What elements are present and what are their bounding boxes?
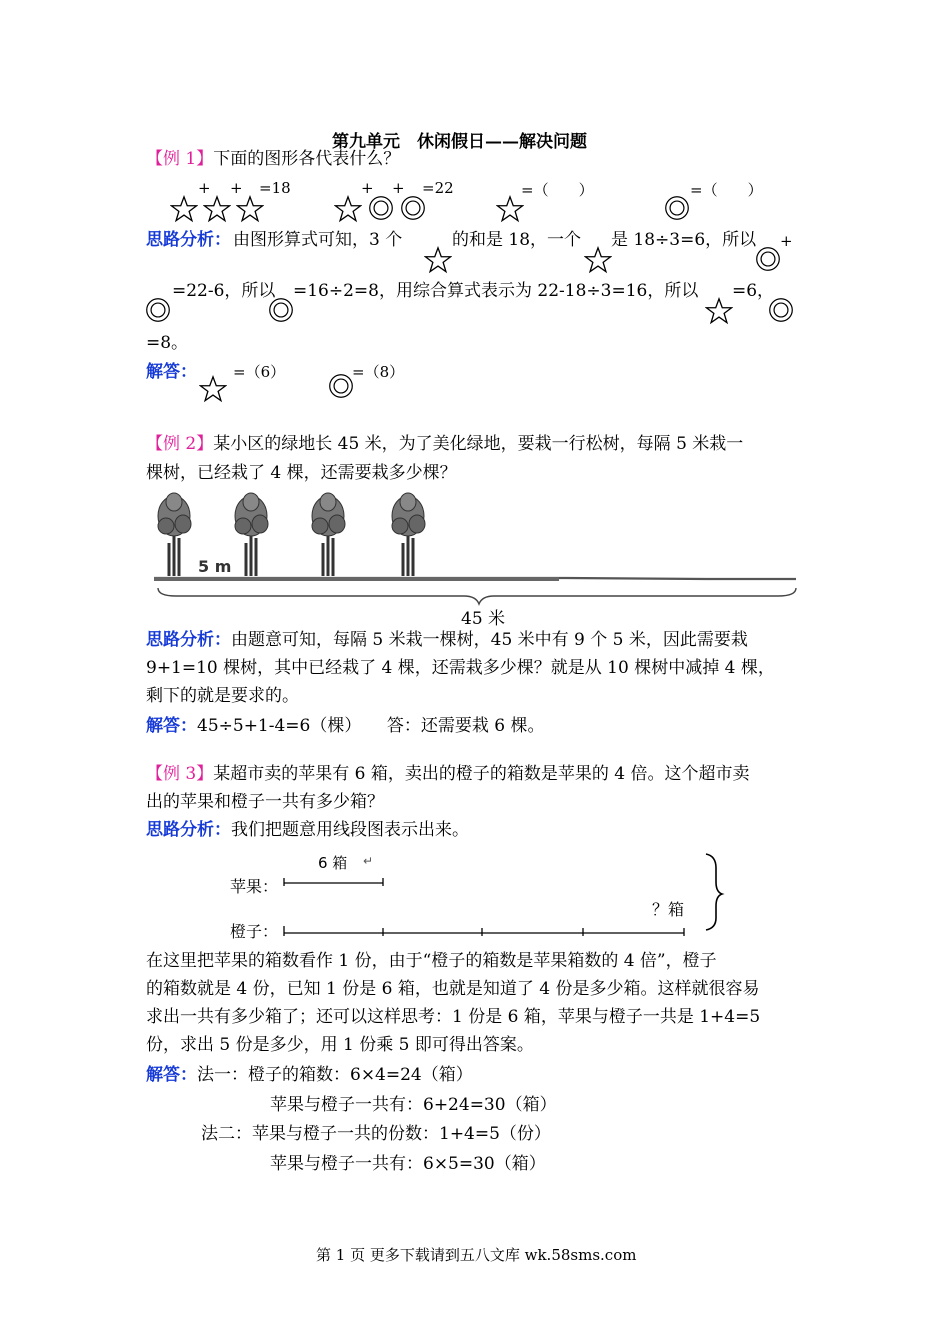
plus-sign: + xyxy=(361,179,374,197)
star-icon xyxy=(236,195,264,223)
double-circle-icon xyxy=(368,195,394,221)
star-icon xyxy=(424,246,452,274)
equation-3-result: =（ ） xyxy=(521,181,594,199)
analysis-text: 由题意可知，每隔 5 米栽一棵树，45 米中有 9 个 5 米，因此需要栽 xyxy=(231,630,748,650)
star-icon xyxy=(496,195,524,223)
answer-text: 苹果与橙子一共有：6+24=30（箱） xyxy=(270,1095,557,1115)
double-circle-icon xyxy=(328,373,354,399)
example-2-analysis-line-1 xyxy=(146,630,748,650)
answer-label: 解答： xyxy=(146,1065,197,1085)
equation-1-result: =18 xyxy=(259,179,291,197)
apple-label: 苹果： xyxy=(230,877,279,896)
analysis-label: 思路分析： xyxy=(146,230,231,250)
analysis-text: =6， xyxy=(732,281,775,301)
explanation-line-3: 求出一共有多少箱了；还可以这样思考：1 份是 6 箱，苹果与橙子一共是 1+4=5 xyxy=(146,1007,761,1027)
example-2-label: 【例 2】 xyxy=(146,434,214,454)
equation-2-result: =22 xyxy=(422,179,454,197)
total-length-label: 45 米 xyxy=(461,609,506,629)
analysis-text: =16÷2=8，用综合算式表示为 22-18÷3=16，所以 xyxy=(293,281,699,301)
analysis-text: 由图形算式可知，3 个 xyxy=(233,230,403,250)
plus-sign: + xyxy=(198,179,211,197)
analysis-text: =8。 xyxy=(146,333,189,353)
example-3-question-line-1 xyxy=(146,764,749,784)
explanation-line-2: 的箱数就是 4 份，已知 1 份是 6 箱，也就是知道了 4 份是多少箱。这样就很容易 xyxy=(146,979,760,999)
star-icon xyxy=(203,195,231,223)
analysis-text: 我们把题意用线段图表示出来。 xyxy=(231,820,469,840)
double-circle-icon xyxy=(755,246,781,272)
example-2-answer xyxy=(146,716,545,736)
example-2-question-line-2: 棵树，已经栽了 4 棵，还需要栽多少棵？ xyxy=(146,463,457,483)
analysis-text: 是 18÷3=6，所以 xyxy=(611,230,757,250)
segment-top-label: 6 箱 xyxy=(318,854,348,872)
star-icon xyxy=(199,375,227,403)
double-circle-icon xyxy=(400,195,426,221)
example-1-question-text: 下面的图形各代表什么？ xyxy=(213,149,401,169)
analysis-text: 的和是 18，一个 xyxy=(452,230,582,250)
answer-text: 45÷5+1-4=6（棵） 答：还需要栽 6 棵。 xyxy=(197,716,545,736)
analysis-label: 思路分析： xyxy=(146,630,231,650)
example-2-question-line-1 xyxy=(146,434,743,454)
double-circle-icon xyxy=(768,297,794,323)
double-circle-icon xyxy=(268,297,294,323)
plus-sign: + xyxy=(392,179,405,197)
example-2-question-text: 某小区的绿地长 45 米，为了美化绿地，要栽一行松树，每隔 5 米栽一 xyxy=(213,434,744,454)
example-3-question-text: 某超市卖的苹果有 6 箱，卖出的橙子的箱数是苹果的 4 倍。这个超市卖 xyxy=(213,764,750,784)
double-circle-icon xyxy=(145,297,171,323)
answer-label: 解答： xyxy=(146,716,197,736)
orange-label: 橙子： xyxy=(230,922,279,941)
analysis-text: 剩下的就是要求的。 xyxy=(146,686,299,706)
example-1-analysis-line-1 xyxy=(146,230,231,250)
analysis-text: =22-6，所以 xyxy=(172,281,276,301)
page-footer: 第 1 页 更多下载请到五八文库 wk.58sms.com xyxy=(316,1246,637,1264)
example-3-question-line-2: 出的苹果和橙子一共有多少箱？ xyxy=(146,792,384,812)
star-icon xyxy=(584,246,612,274)
answer-star-value: =（6） xyxy=(233,363,286,381)
plus-sign: + xyxy=(780,232,793,250)
question-label: ？箱 xyxy=(652,900,685,919)
explanation-line-1: 在这里把苹果的箱数看作 1 份，由于“橙子的箱数是苹果箱数的 4 倍”，橙子 xyxy=(146,951,717,971)
double-circle-icon xyxy=(664,195,690,221)
equation-4-result: =（ ） xyxy=(690,181,763,199)
answer-text: 法二：苹果与橙子一共的份数：1+4=5（份） xyxy=(201,1124,551,1144)
answer-label: 解答： xyxy=(146,362,197,382)
star-icon xyxy=(170,195,198,223)
star-icon xyxy=(705,297,733,325)
answer-text: 苹果与橙子一共有：6×5=30（箱） xyxy=(270,1154,546,1174)
analysis-text: 9+1=10 棵树，其中已经栽了 4 棵，还需栽多少棵？就是从 10 棵树中减掉 4 棵， xyxy=(146,658,775,678)
tree-planting-diagram xyxy=(146,488,806,613)
plus-sign: + xyxy=(230,179,243,197)
example-3-answer-method-1 xyxy=(146,1065,473,1085)
example-3-label: 【例 3】 xyxy=(146,764,214,784)
interval-label: 5 m xyxy=(198,557,232,576)
answer-text: 法一：橙子的箱数：6×4=24（箱） xyxy=(197,1065,473,1085)
example-1-question xyxy=(146,149,400,169)
answer-ring-value: =（8） xyxy=(352,363,405,381)
example-1-label: 【例 1】 xyxy=(146,149,214,169)
explanation-line-4: 份，求出 5 份是多少，用 1 份乘 5 即可得出答案。 xyxy=(146,1035,534,1055)
analysis-label: 思路分析： xyxy=(146,820,231,840)
star-icon xyxy=(334,195,362,223)
page-title: 第九单元 休闲假日——解决问题 xyxy=(332,132,587,152)
example-3-analysis xyxy=(146,820,469,840)
segment-diagram xyxy=(280,850,730,940)
